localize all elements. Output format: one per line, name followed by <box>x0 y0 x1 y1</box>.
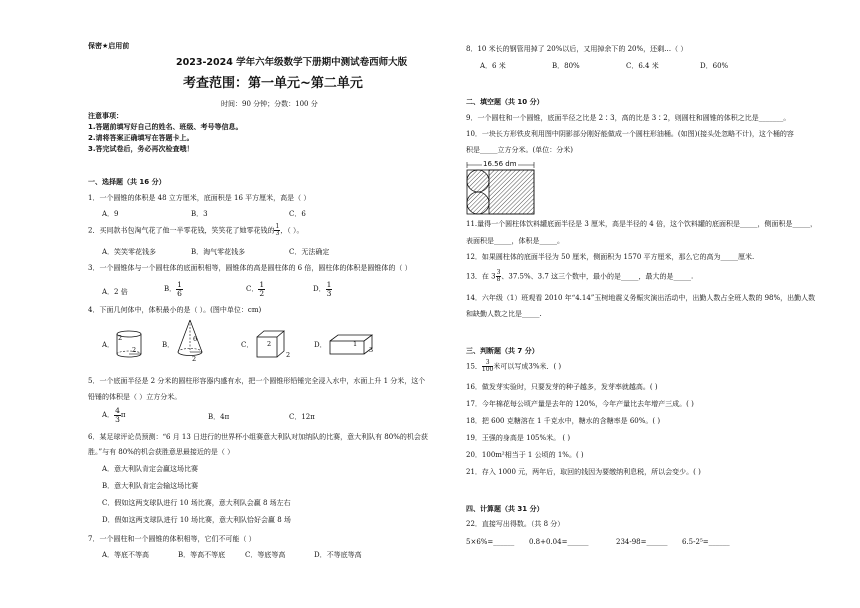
exam-scope: 考查范围：第一单元~第二单元 <box>183 76 363 91</box>
dimension-label: 2 <box>286 351 291 359</box>
stem-text: 米可以写成3%米．( ) <box>493 362 562 371</box>
option[interactable] <box>164 281 183 297</box>
exam-title: 2023-2024 学年六年级数学下册期中测试卷西师大版 <box>176 57 408 68</box>
option[interactable]: B．意大利队肯定会输这场比赛 <box>102 482 199 490</box>
dimension-label: 2 <box>118 334 123 342</box>
question-stem: 铅锤的体积是（ ）立方分米。 <box>88 393 182 401</box>
stem-text: 、37.5%、3.7 这三个数中，最小的是_____，最大的是_____. <box>501 272 694 281</box>
option[interactable]: C．6 <box>289 210 306 218</box>
stem-text: 13．在 3 <box>466 272 496 281</box>
stem-text: ，（ ）。 <box>280 226 304 235</box>
question-stem <box>466 360 561 373</box>
dimension-label: 1 <box>353 340 358 348</box>
fraction-num: 1 <box>275 223 280 230</box>
fraction <box>258 281 265 297</box>
question-stem: 3．一个圆锥体与一个圆柱体的底面积相等，圆锥体的高是圆柱体的 6 倍，圆柱体的体积是圆锥体的（ ） <box>88 264 412 272</box>
calc-item[interactable]: 5×6%=______ <box>466 538 515 546</box>
dimension-label: 3 <box>369 346 374 354</box>
question-stem: 8．10 米长的钢管用掉了 20%以后，又用掉余下的 20%，还剩…（ ） <box>466 45 688 53</box>
option[interactable]: B． <box>162 341 175 349</box>
fraction <box>326 281 333 297</box>
judgement-item: 20．100m²相当于 1 公顷的 1%。( ) <box>466 451 584 459</box>
section-heading: 四、计算题（共 31 分） <box>466 505 544 513</box>
option[interactable]: D．60% <box>700 62 729 70</box>
judgement-item: 21．存入 1000 元，两年后，取回的钱因为要缴纳利息税，所以会变少。( ) <box>466 468 701 476</box>
dimension-label: 2 <box>267 340 272 348</box>
dimension-label: 2 <box>192 355 197 363</box>
time-score: 时间：90 分钟；分数：100 分 <box>221 100 318 108</box>
option[interactable] <box>313 281 332 297</box>
option[interactable]: D． <box>314 341 327 349</box>
question-stem: 7．一个圆柱和一个圆锥的体积相等，它们不可能（ ） <box>88 535 256 543</box>
cube-figure <box>255 330 289 360</box>
sheet-diagram <box>466 160 538 216</box>
question-stem: 1．一个圆锥的体积是 48 立方厘米，底面积是 16 平方厘米，高是（ ） <box>88 194 311 202</box>
question-stem: 22．直接写出得数。（共 8 分） <box>466 520 565 528</box>
judgement-item: 16．做发芽实验时，只要发芽的种子越多，发芽率就越高。( ) <box>466 383 658 391</box>
question-stem: 10．一块长方形铁皮利用图中阴影部分刚好能做成一个圆柱形油桶。(如图)(接头处忽略不计)，这个桶的容 <box>466 130 794 138</box>
option[interactable]: C． <box>241 341 254 349</box>
question-stem: 12．如果圆柱体的底面半径为 50 厘米，侧面积为 1570 平方厘米，那么它的高为_____厘米. <box>466 253 755 261</box>
section-heading: 三、判断题（共 7 分） <box>466 347 539 355</box>
fraction-den: 6 <box>177 288 182 298</box>
calc-item[interactable]: 0.8+0.04=______ <box>529 538 589 546</box>
option[interactable]: C．无法确定 <box>289 248 330 256</box>
judgement-item: 17．今年棉花每公顷产量是去年的 120%，今年产量比去年增产三成。( ) <box>466 400 694 408</box>
option-label: B． <box>164 285 177 293</box>
fraction-den: 2 <box>259 288 265 298</box>
fraction-num: 3 <box>482 360 493 367</box>
fraction-num: 1 <box>177 280 182 289</box>
question-stem: 和缺勤人数之比是_____. <box>466 310 542 318</box>
option[interactable]: A．等底不等高 <box>102 551 150 559</box>
option-label: A． <box>102 411 115 419</box>
question-stem: 积是_____立方分米。(单位：分米) <box>466 146 573 154</box>
option[interactable]: B．4π <box>208 413 230 421</box>
fraction-den: 3 <box>115 414 120 424</box>
fraction-den: 100 <box>481 366 494 373</box>
dimension-label: 6 <box>193 335 198 343</box>
question-stem: 9．一个圆柱和一个圆锥，底面半径之比是 2∶3，高的比是 3∶2，则圆柱和圆锥的体积之比是_______。 <box>466 114 791 122</box>
section-heading: 二、填空题（共 10 分） <box>466 98 544 106</box>
option[interactable]: A．意大利队肯定会赢这场比赛 <box>102 465 199 473</box>
option[interactable]: C．等底等高 <box>245 551 286 559</box>
fraction <box>114 407 121 423</box>
fraction-den: 3 <box>275 230 280 237</box>
left-column <box>88 0 440 608</box>
option[interactable]: A．笑笑零花钱多 <box>102 248 157 256</box>
option[interactable]: A． $\frac{4}{3}$ π <box>102 406 126 424</box>
stem-text: 2．买同款书包淘气花了他一半零花钱，笑笑花了她零花钱的 <box>88 226 275 235</box>
question-stem: 6．某足球评论员预测：“6 月 13 日进行的世界杯小组赛意大利队对加纳队的比赛，意大利队有 80%的机会获 <box>88 433 428 441</box>
question-stem: 11.量得一个圆柱体饮料罐底面半径是 3 厘米，高是半径的 4 倍，这个饮料罐的底面积是_____，侧面积是_____， <box>466 220 817 228</box>
fraction-num: 4 <box>115 406 120 415</box>
question-stem: 4．下面几何体中，体积最小的是（ ）。(图中单位：cm) <box>88 306 262 314</box>
fraction <box>176 281 183 297</box>
confidential-label: 保密★启用前 <box>88 42 130 50</box>
question-stem: 胜。”与有 80%的机会获胜意思最接近的是（ ） <box>88 448 235 456</box>
option[interactable]: C．12π <box>289 413 315 421</box>
question-stem: 表面积是_____，体积是_____。 <box>466 237 564 245</box>
option-label: C． <box>246 285 259 293</box>
width-label: 16.56 dm <box>483 160 517 168</box>
notes-heading: 注意事项： <box>88 112 123 120</box>
judgement-item: 18．把 600 克糖溶在 1 千克水中，糖水的含糖率是 60%。( ) <box>466 417 661 425</box>
note-item: 2.请将答案正确填写在答题卡上。 <box>88 134 194 142</box>
fraction-den: 3 <box>326 288 332 298</box>
fraction-den: 8 <box>496 276 501 283</box>
option[interactable]: C．假如这两支球队进行 10 场比赛，意大利队会赢 8 场左右 <box>102 499 291 507</box>
option-label: D． <box>313 285 326 293</box>
option[interactable]: B．80% <box>552 62 580 70</box>
judgement-item: 19．王强的身高是 105%米。 ( ) <box>466 434 571 442</box>
fraction-num: 3 <box>496 269 501 276</box>
option[interactable]: C．6.4 米 <box>626 62 659 70</box>
option[interactable]: B．等高不等底 <box>178 551 226 559</box>
fraction-num: 1 <box>326 280 332 289</box>
stem-text: 15． <box>466 362 482 371</box>
option[interactable]: D．假如这两支球队进行 10 场比赛，意大利队恰好会赢 8 场 <box>102 516 291 524</box>
fraction <box>482 360 493 373</box>
right-column <box>466 0 836 608</box>
calc-item[interactable]: 234-98=______ <box>616 538 668 546</box>
option[interactable] <box>246 281 265 297</box>
option[interactable]: A． <box>102 341 115 349</box>
question-stem: 14．六年级（1）班观看 2010 年“4.14”玉树地震义务赈灾演出活动中，出勤人数占全班人数的 98%，出勤人数 <box>466 294 816 302</box>
note-item: 3.答完试卷后，务必再次检查哦！ <box>88 145 194 153</box>
section-heading: 一、选择题（共 16 分） <box>88 178 166 186</box>
option[interactable]: A．6 米 <box>480 62 506 70</box>
option[interactable]: A．9 <box>102 210 119 218</box>
question-stem <box>88 224 304 237</box>
note-item: 1.答题前填写好自己的姓名、班级、考号等信息。 <box>88 123 243 131</box>
dimension-label: 2 <box>132 346 137 354</box>
question-stem: 5．一个底面半径是 2 分米的圆柱形容器内盛有水，把一个圆锥形铅锤完全浸入水中，水面上升 1 分米，这个 <box>88 377 426 385</box>
option[interactable]: B．淘气零花钱多 <box>191 248 246 256</box>
option[interactable]: A．2 倍 <box>102 288 128 296</box>
calc-item[interactable]: 6.5-2⁵=______ <box>682 538 730 546</box>
fraction-num: 1 <box>259 280 265 289</box>
option[interactable]: B．3 <box>191 210 208 218</box>
option[interactable]: D．不等底等高 <box>314 551 362 559</box>
question-stem <box>466 270 693 283</box>
